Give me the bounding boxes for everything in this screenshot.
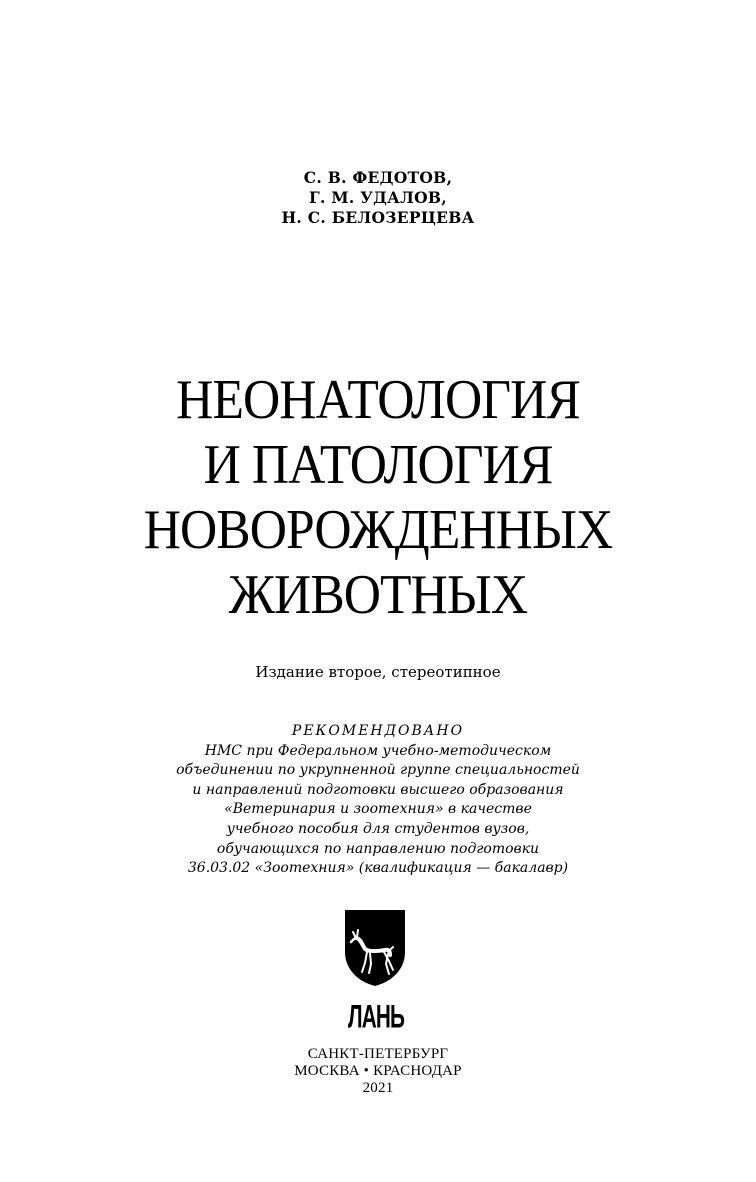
recommendation-line-2: объединении по укрупненной группе специальностей bbox=[176, 762, 580, 779]
authors-block bbox=[0, 168, 756, 228]
recommendation-line-6: обучающихся по направлению подготовки bbox=[216, 840, 540, 857]
title-line-3: НОВОРОЖДЕННЫХ bbox=[143, 499, 613, 561]
edition-note: Издание второе, стереотипное bbox=[255, 663, 501, 681]
recommendation-line-4: «Ветеринария и зоотехния» в качестве bbox=[224, 801, 532, 818]
recommendation-line-7: 36.03.02 «Зоотехния» (квалификация — бакалавр) bbox=[187, 860, 569, 877]
title-line-2: И ПАТОЛОГИЯ bbox=[203, 434, 553, 496]
recommendation-line-5: учебного пособия для студентов вузов, bbox=[226, 820, 530, 837]
title-line-1: НЕОНАТОЛОГИЯ bbox=[176, 369, 580, 431]
city-line-1: САНКТ-ПЕТЕРБУРГ bbox=[307, 1046, 449, 1062]
author-1: С. В. ФЕДОТОВ, bbox=[303, 168, 453, 187]
recommendation-heading: РЕКОМЕНДОВАНО bbox=[291, 723, 465, 739]
recommendation-line-1: НМС при Федеральном учебно-методическом bbox=[204, 742, 552, 759]
book-title bbox=[30, 368, 726, 628]
publisher-imprint bbox=[0, 1046, 756, 1097]
publication-year: 2021 bbox=[362, 1080, 394, 1096]
publisher-logo-text: ЛАНЬ bbox=[348, 999, 405, 1032]
recommendation-block bbox=[0, 722, 756, 879]
city-line-2: МОСКВА • КРАСНОДАР bbox=[294, 1063, 462, 1079]
publisher-logo bbox=[343, 908, 409, 1032]
author-2: Г. М. УДАЛОВ, bbox=[308, 188, 448, 207]
doe-shield-logo-icon bbox=[345, 910, 405, 986]
author-3: Н. С. БЕЛОЗЕРЦЕВА bbox=[281, 208, 475, 227]
recommendation-line-3: и направлений подготовки высшего образования bbox=[192, 781, 564, 798]
title-line-4: ЖИВОТНЫХ bbox=[228, 564, 528, 626]
